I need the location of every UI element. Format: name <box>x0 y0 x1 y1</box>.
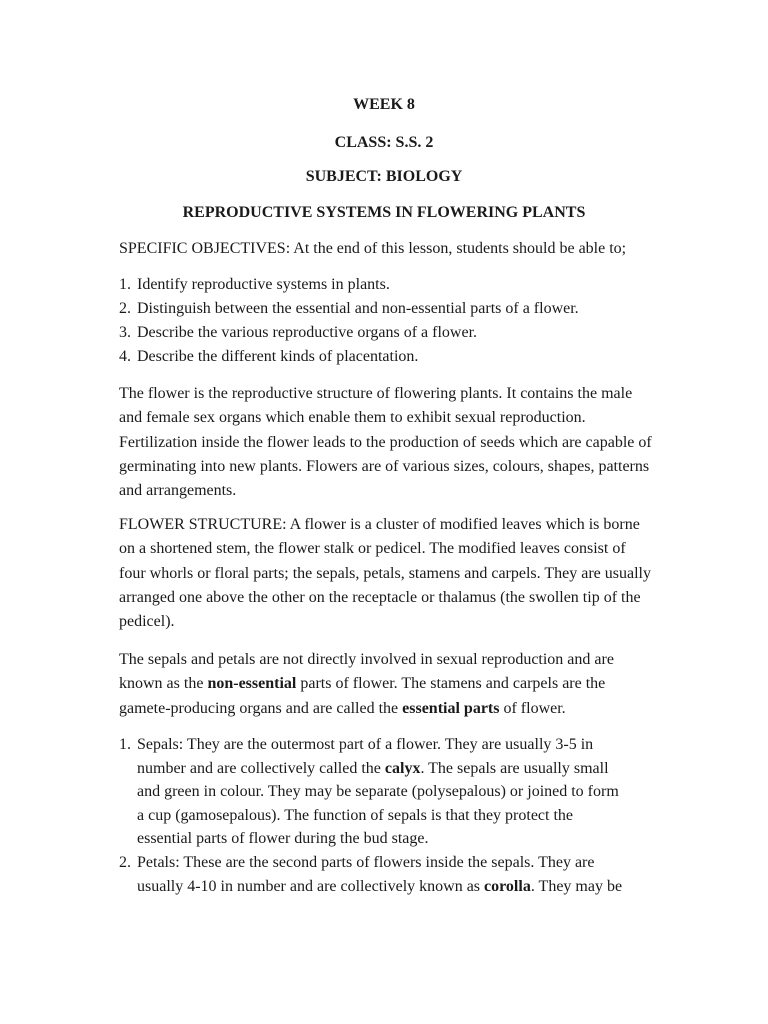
corolla-term: corolla <box>484 877 531 895</box>
essential-parts-term: essential parts <box>402 699 500 717</box>
week-heading: WEEK 8 <box>353 96 415 113</box>
flower-parts-list <box>119 733 699 898</box>
objectives-list <box>119 273 699 369</box>
class-heading: CLASS: S.S. 2 <box>334 134 434 151</box>
subject-heading: SUBJECT: BIOLOGY <box>305 168 463 185</box>
intro-paragraph: The flower is the reproductive structure of flowering plants. It contains the male and female sex organs which enable them to exhibit sexual reproduction. Fertilization inside the flower leads to the production of seeds which are capable of germinating into new plants. Flowers are of various sizes, colours, shapes, patterns and arrangements. <box>119 385 652 500</box>
list-item: 2. Distinguish between the essential and non-essential parts of a flower. <box>119 300 579 317</box>
calyx-term: calyx <box>384 759 421 777</box>
list-item-sepals: 1. Sepals: They are the outermost part of a flower. They are usually 3-5 in number and are collectively called the calyx. The sepals are usually small and green in colour. They may be separate (polysepalous) or joined to form a cup (gamosepalous). The function of sepals is that they protect the essential parts of flower during the bud stage. <box>119 736 619 848</box>
non-essential-term: non-essential <box>207 675 297 693</box>
list-item-petals: 2. Petals: These are the second parts of flowers inside the sepals. They are usually 4-10 in number and are collectively known as corolla. They may be <box>119 853 623 895</box>
flower-structure-paragraph: FLOWER STRUCTURE: A flower is a cluster of modified leaves which is borne on a shortened stem, the flower stalk or pedicel. The modified leaves consist of four whorls or floral parts; the sepals, petals, stamens and carpels. They are usually arranged one above the other on the receptacle or thalamus (the swollen tip of the pedicel). <box>119 516 651 631</box>
objectives-intro: SPECIFIC OBJECTIVES: At the end of this lesson, students should be able to; <box>119 240 627 257</box>
list-item: 1. Identify reproductive systems in plants. <box>119 276 390 293</box>
topic-heading: REPRODUCTIVE SYSTEMS IN FLOWERING PLANTS <box>182 204 586 221</box>
list-item: 4. Describe the different kinds of placentation. <box>119 348 419 365</box>
list-item: 3. Describe the various reproductive organs of a flower. <box>119 324 478 341</box>
essential-parts-paragraph: The sepals and petals are not directly involved in sexual reproduction and are known as the non-essential parts of flower. The stamens and carpels are the gamete-producing organs and are called the essential parts of flower. <box>119 651 614 717</box>
